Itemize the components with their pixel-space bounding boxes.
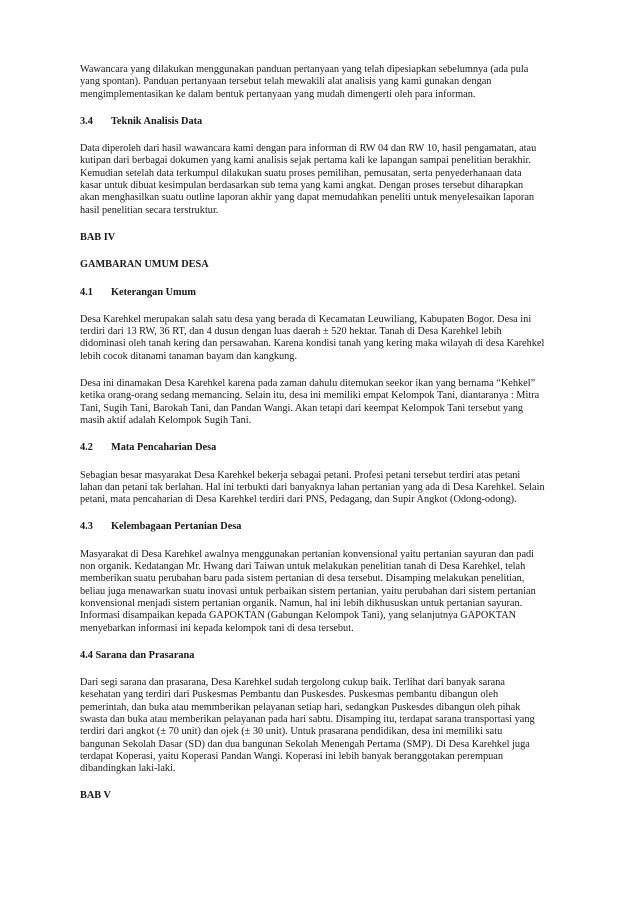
- paragraph-line: bangunan Sekolah Dasar (SD) dan dua bangunan Sekolah Menengah Pertama (SMP). Di Desa Karehkel juga: [80, 738, 530, 750]
- paragraph-line: Informasi disampaikan kepada GAPOKTAN (Gabungan Kelompok Tani), yang selanjutnya GAPOKTAN: [80, 610, 517, 622]
- section-number: 3.4: [80, 115, 93, 127]
- paragraph-line: petani, mata pencaharian di Desa Karehkel terdiri dari PNS, Pedagang, dan Supir Angkot (Odong-odong).: [80, 494, 517, 506]
- paragraph-line: menyebarkan informasi ini kepada kelompok tani di desa tersebut.: [80, 622, 354, 634]
- section-title: Kelembagaan Pertanian Desa: [111, 521, 242, 533]
- paragraph-line: pemerintah, dan buka atau memmberikan pelayanan setiap hari, sedangkan Puskesdes dibangun oleh pihak: [80, 701, 521, 713]
- paragraph-line: Desa Karehkel merupakan salah satu desa yang berada di Kecamatan Leuwiliang, Kabupaten Bogor. Desa ini: [80, 313, 532, 325]
- section-4-2-paragraph: [80, 470, 572, 507]
- paragraph-line: lebih cocok ditanami tanaman bayam dan kangkung.: [80, 350, 298, 362]
- paragraph-line: terdiri dari 13 RW, 36 RT, dan 4 dusun dengan luas daerah ± 520 hektar. Tanah di Desa Karehkel lebih: [80, 326, 502, 338]
- paragraph-line: Data diperoleh dari hasil wawancara kami dengan para informan di RW 04 dan RW 10, hasil pengamatan, atau: [80, 143, 537, 155]
- section-number: 4.3: [80, 521, 93, 533]
- section-heading-4-4: 4.4 Sarana dan Prasarana: [80, 649, 195, 661]
- paragraph-line: Sebagian besar masyarakat Desa Karehkel bekerja sebagai petani. Profesi petani tersebut terdiri atas petani: [80, 469, 521, 481]
- section-number: 4.2: [80, 442, 93, 454]
- paragraph-line: non organik. Kedatangan Mr. Hwang dari Taiwan untuk melakukan penelitian tanah di Desa Karehkel, telah: [80, 561, 526, 573]
- section-title: Mata Pencaharian Desa: [111, 442, 217, 454]
- paragraph-line: masih aktif adalah Kelompok Sugih Tani.: [80, 414, 252, 426]
- intro-line: Wawancara yang dilakukan menggunakan panduan pertanyaan yang telah dipesiapkan sebelumnya (ada pula: [80, 64, 529, 75]
- chapter-label-bab-iv: BAB IV: [80, 231, 116, 243]
- section-4-1-paragraph-2: [80, 378, 572, 427]
- paragraph-line: Desa ini dinamakan Desa Karehkel karena pada zaman dahulu ditemukan seekor ikan yang bernama “Kehkel”: [80, 378, 536, 390]
- intro-line: yang spontan). Panduan pertanyaan tersebut telah mewakili alat analisis yang kami gunakan dengan: [80, 76, 492, 88]
- document-page: [80, 64, 572, 803]
- paragraph-line: kesehatan yang terdiri dari Puskesmas Pembantu dan Puskesdes. Puskesmas pembantu dibangun oleh: [80, 689, 499, 701]
- paragraph-line: Tani, Sugih Tani, Barokah Tani, dan Pandan Wangi. Akan tetapi dari keempat Kelompok Tani tersebut yang: [80, 402, 524, 414]
- section-4-4-paragraph: [80, 677, 572, 775]
- paragraph-line: konvensional menjadi sistem pertanian organik. Namun, hal ini lebih dikhususkan untuk pertanian sayuran.: [80, 597, 523, 609]
- section-3-4-paragraph: [80, 143, 572, 217]
- section-heading-3-4: [80, 116, 572, 128]
- section-title: Keterangan Umum: [111, 286, 196, 298]
- paragraph-line: Masyarakat di Desa Karehkel awalnya menggunakan pertanian konvensional yaitu pertanian sayuran dan padi: [80, 548, 535, 560]
- intro-paragraph: [80, 64, 572, 101]
- section-4-1-paragraph-1: [80, 314, 572, 363]
- paragraph-line: terdiri dari angkot (± 70 unit) dan ojek (± 30 unit). Untuk prasarana pendidikan, desa ini memiliki satu: [80, 726, 503, 738]
- paragraph-line: Dari segi sarana dan prasarana, Desa Karehkel sudah tergolong cukup baik. Terlihat dari banyak sarana: [80, 677, 505, 689]
- paragraph-line: swasta dan buka atau memberikan pelayanan pada hari sabtu. Disamping itu, terdapat sarana transportasi yang: [80, 713, 535, 725]
- paragraph-line: beliau juga menawarkan suatu inovasi untuk perbaikan sistem pertanian, yaitu perubahan dari sistem pertanian: [80, 585, 536, 597]
- chapter-title: GAMBARAN UMUM DESA: [80, 259, 209, 271]
- section-title: Teknik Analisis Data: [111, 115, 203, 127]
- section-heading-4-1: [80, 287, 572, 299]
- paragraph-line: dibandingkan laki-laki.: [80, 763, 176, 775]
- section-heading-4-2: [80, 442, 572, 454]
- paragraph-line: didominasi oleh tanah kering dan persawahan. Karena kondisi tanah yang kering maka wilayah di desa Karehkel: [80, 338, 545, 350]
- paragraph-line: terdapat Koperasi, yaitu Koperasi Pandan Wangi. Koperasi ini lebih banyak beranggotakan perempuan: [80, 750, 504, 762]
- paragraph-line: memberikan suatu perubahan baru pada sistem pertanian di desa tersebut. Disamping melakukan penelitian,: [80, 573, 525, 585]
- intro-line: mengimplementasikan ke dalam bentuk pertanyaan yang mudah dimengerti oleh para informan.: [80, 88, 476, 100]
- chapter-label-bab-v: BAB V: [80, 790, 111, 802]
- paragraph-line: kasar untuk dibuat kesimpulan berdasarkan sub tema yang kami angkat. Dengan proses tersebut diharapkan: [80, 180, 524, 192]
- section-4-3-paragraph: [80, 549, 572, 635]
- section-heading-4-3: [80, 521, 572, 533]
- paragraph-line: akan menghasilkan suatu outline laporan akhir yang dapat memudahkan peneliti untuk menyelesaikan laporan: [80, 192, 535, 204]
- paragraph-line: Kemudian setelah data terkumpul dilakukan suatu proses pemilihan, pemusatan, serta penyederhanaan data: [80, 167, 522, 179]
- paragraph-line: lahan dan petani tak berlahan. Hal ini terbukti dari banyaknya lahan pertanian yang ada di Desa Karehkel. Selain: [80, 481, 545, 493]
- paragraph-line: kutipan dari berbagai dokumen yang kami analisis sejak pertama kali ke lapangan sampai penelitian berakhir.: [80, 155, 531, 167]
- section-number: 4.1: [80, 286, 93, 298]
- paragraph-line: ketika orang-orang sedang memancing. Selain itu, desa ini memiliki empat Kelompok Tani, diantaranya : Mitra: [80, 390, 540, 402]
- paragraph-line: hasil penelitian secara terstruktur.: [80, 204, 219, 216]
